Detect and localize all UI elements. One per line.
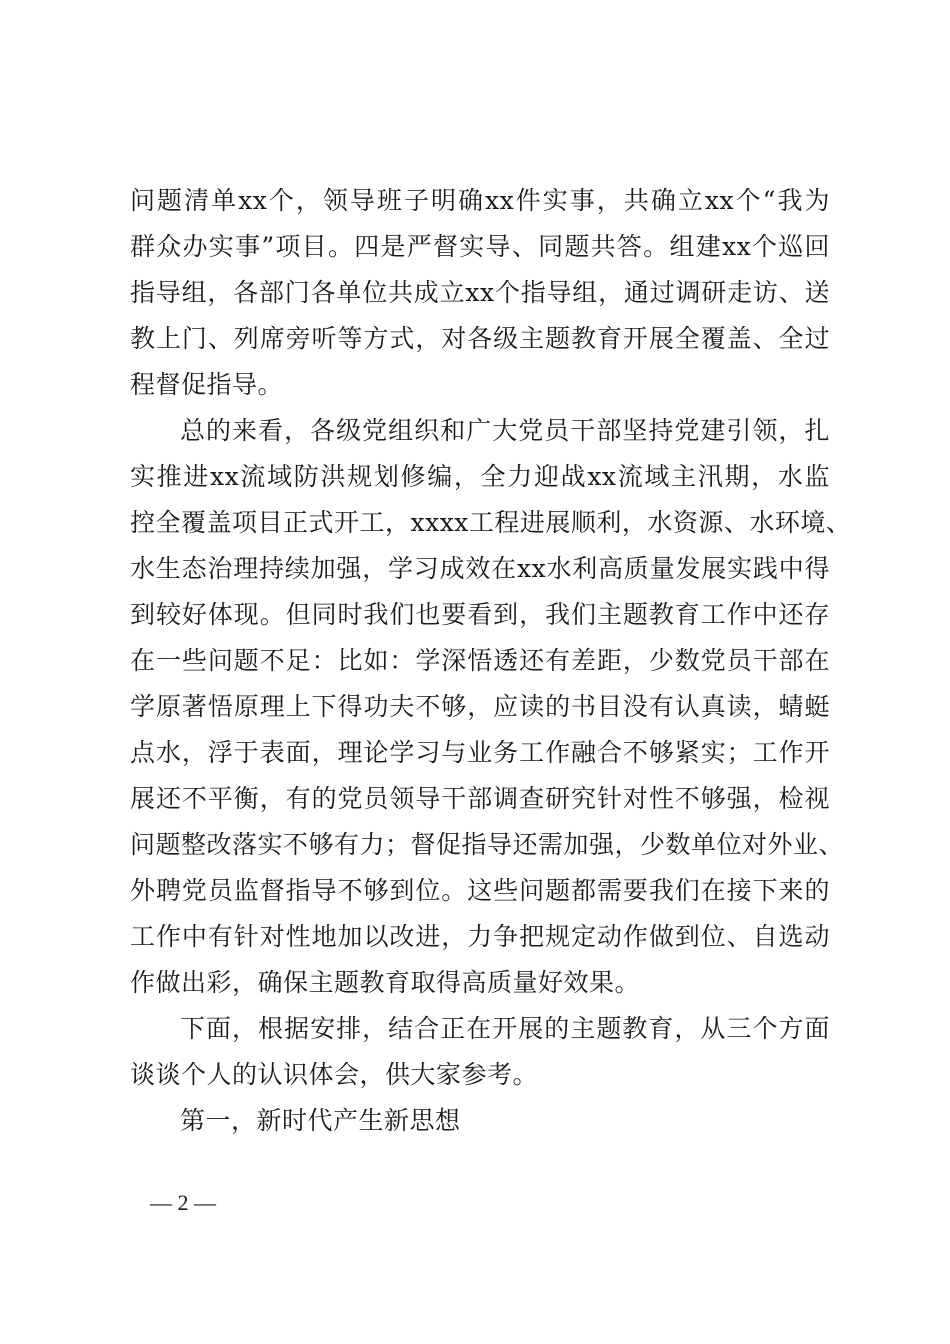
paragraph-line: 总的来看，各级党组织和广大党员干部坚持党建引领，扎 — [180, 416, 830, 445]
paragraph-line: 下面，根据安排，结合正在开展的主题教育，从三个方面 — [180, 1014, 830, 1043]
paragraph-line: 工作中有针对性地加以改进，力争把规定动作做到位、自选动 — [130, 922, 830, 951]
paragraph-line: 作做出彩，确保主题教育取得高质量好效果。 — [130, 968, 641, 997]
section-heading: 第一，新时代产生新思想 — [180, 1106, 461, 1135]
paragraph-line: 程督促指导。 — [130, 370, 284, 399]
paragraph-line: 控全覆盖项目正式开工，xxxx工程进展顺利，水资源、水环境、 — [130, 508, 852, 537]
paragraph-line: 外聘党员监督指导不够到位。这些问题都需要我们在接下来的 — [130, 876, 830, 905]
paragraph-line: 问题清单xx个，领导班子明确xx件实事，共确立xx个“我为 — [130, 186, 830, 215]
paragraph-line: 到较好体现。但同时我们也要看到，我们主题教育工作中还存 — [130, 600, 830, 629]
paragraph-line: 谈谈个人的认识体会，供大家参考。 — [130, 1060, 539, 1089]
paragraph-line: 展还不平衡，有的党员领导干部调查研究针对性不够强，检视 — [130, 784, 830, 813]
page-number: — 2 — — [150, 1190, 216, 1215]
document-body — [130, 178, 852, 1144]
paragraph-line: 教上门、列席旁听等方式，对各级主题教育开展全覆盖、全过 — [130, 324, 830, 353]
paragraph-line: 点水，浮于表面，理论学习与业务工作融合不够紧实；工作开 — [130, 738, 830, 767]
paragraph-line: 群众办实事”项目。四是严督实导、同题共答。组建xx个巡回 — [130, 232, 830, 261]
paragraph-line: 在一些问题不足：比如：学深悟透还有差距，少数党员干部在 — [130, 646, 830, 675]
paragraph-line: 问题整改落实不够有力；督促指导还需加强，少数单位对外业、 — [130, 830, 845, 859]
paragraph-line: 水生态治理持续加强，学习成效在xx水利高质量发展实践中得 — [130, 554, 830, 583]
paragraph-line: 学原著悟原理上下得功夫不够，应读的书目没有认真读，蜻蜓 — [130, 692, 830, 721]
paragraph-line: 实推进xx流域防洪规划修编，全力迎战xx流域主汛期，水监 — [130, 462, 830, 491]
paragraph-line: 指导组，各部门各单位共成立xx个指导组，通过调研走访、送 — [130, 278, 830, 307]
